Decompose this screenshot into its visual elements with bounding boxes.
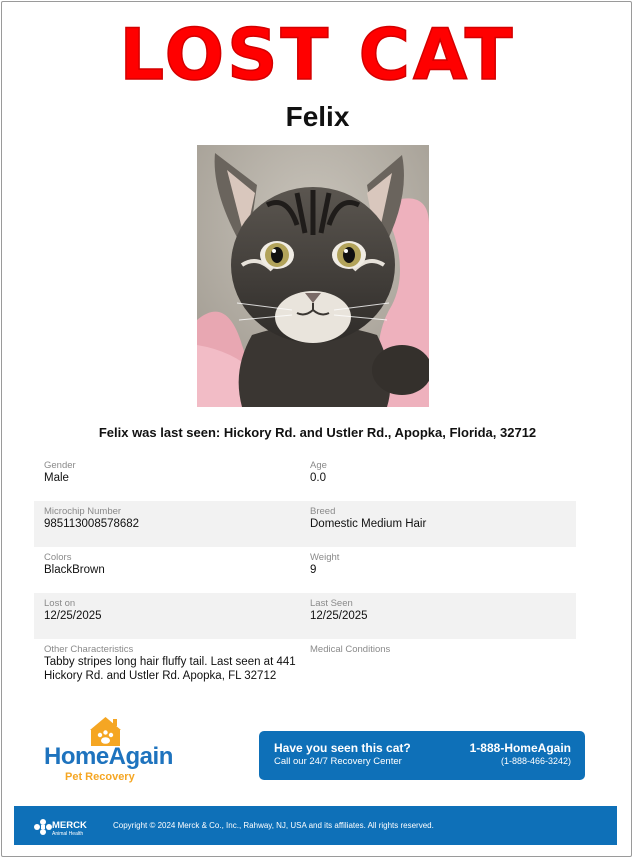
colors-label: Colors bbox=[44, 552, 72, 563]
lost-on-value: 12/25/2025 bbox=[44, 610, 102, 622]
call-number-digits: (1-888-466-3242) bbox=[500, 756, 571, 766]
gender-cell bbox=[34, 455, 310, 501]
last-seen-cell bbox=[310, 593, 576, 639]
weight-label: Weight bbox=[310, 552, 340, 563]
details-row bbox=[34, 501, 576, 547]
age-value: 0.0 bbox=[310, 472, 326, 484]
details-row bbox=[34, 547, 576, 593]
breed-value: Domestic Medium Hair bbox=[310, 518, 427, 530]
colors-cell bbox=[34, 547, 310, 593]
call-number[interactable]: 1-888-HomeAgain bbox=[469, 741, 571, 755]
age-cell bbox=[310, 455, 576, 501]
weight-cell bbox=[310, 547, 576, 593]
call-subtext: Call our 24/7 Recovery Center bbox=[274, 756, 402, 767]
details-row bbox=[34, 455, 576, 501]
footer-bar bbox=[14, 806, 617, 845]
microchip-label: Microchip Number bbox=[44, 506, 122, 517]
recovery-call-box bbox=[259, 731, 585, 780]
other-label: Other Characteristics bbox=[44, 644, 134, 655]
call-question: Have you seen this cat? bbox=[274, 741, 411, 755]
breed-label: Breed bbox=[310, 506, 336, 517]
gender-value: Male bbox=[44, 472, 69, 484]
medical-label: Medical Conditions bbox=[310, 644, 391, 655]
details-row bbox=[34, 593, 576, 639]
microchip-cell bbox=[34, 501, 310, 547]
homeagain-tagline: Pet Recovery bbox=[65, 771, 135, 783]
homeagain-wordmark: HomeAgain bbox=[44, 743, 173, 770]
merck-name: MERCK bbox=[52, 820, 87, 831]
last-seen-value: 12/25/2025 bbox=[310, 610, 368, 622]
cat-photo bbox=[197, 145, 429, 407]
details-table bbox=[34, 455, 576, 693]
breed-cell bbox=[310, 501, 576, 547]
microchip-value: 985113008578682 bbox=[44, 518, 140, 530]
medical-cell bbox=[310, 639, 576, 693]
house-paw-icon bbox=[44, 716, 194, 746]
details-row bbox=[34, 639, 576, 693]
last-seen-label: Last Seen bbox=[310, 598, 353, 609]
pet-name: Felix bbox=[285, 101, 350, 132]
poster-headline: LOST CAT bbox=[119, 14, 516, 96]
lost-on-label: Lost on bbox=[44, 598, 76, 609]
colors-value: BlackBrown bbox=[44, 564, 105, 576]
last-seen-line: Felix was last seen: Hickory Rd. and Ustler Rd., Apopka, Florida, 32712 bbox=[98, 425, 537, 440]
lost-on-cell bbox=[34, 593, 310, 639]
age-label: Age bbox=[310, 460, 327, 471]
other-cell bbox=[34, 639, 310, 693]
copyright-text: Copyright © 2024 Merck & Co., Inc., Rahway, NJ, USA and its affiliates. All rights reserved. bbox=[113, 821, 434, 830]
weight-value: 9 bbox=[310, 564, 317, 576]
other-value: Tabby stripes long hair fluffy tail. Last seen at 441 Hickory Rd. and Ustler Rd. Apopka, FL 32712 bbox=[44, 656, 296, 682]
gender-label: Gender bbox=[44, 460, 76, 471]
merck-subtitle: Animal Health bbox=[52, 831, 84, 837]
